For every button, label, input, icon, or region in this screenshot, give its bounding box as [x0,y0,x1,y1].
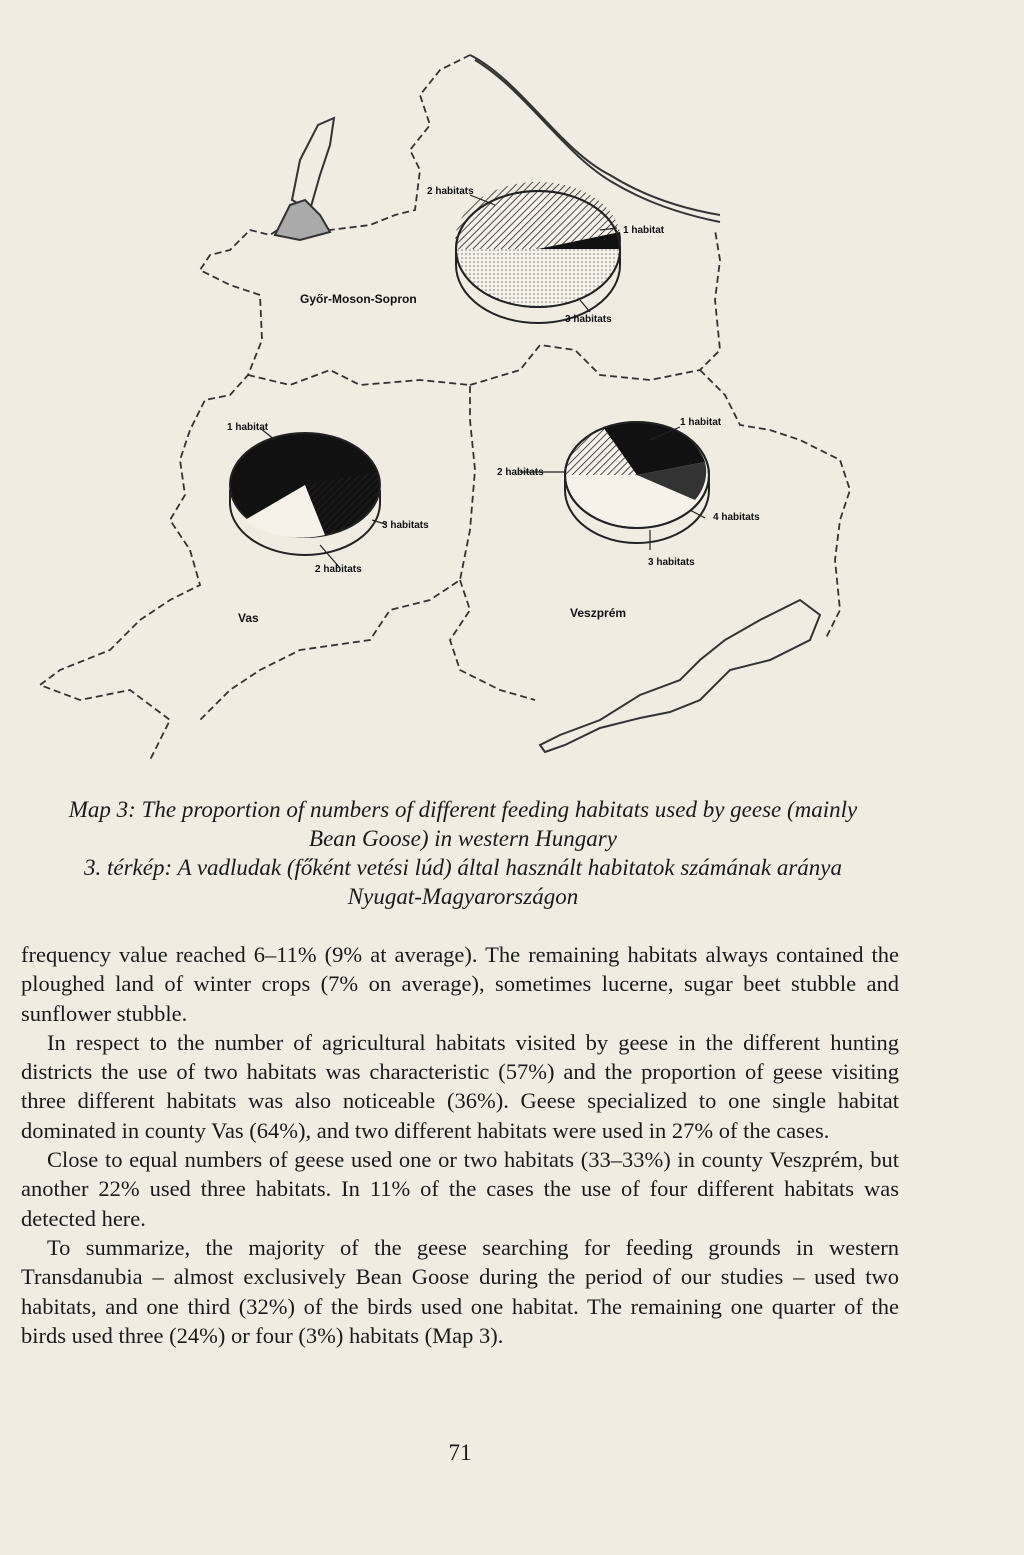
label-vesz-1: 1 habitat [680,417,722,428]
paragraph: To summarize, the majority of the geese searching for feeding grounds in western Transdanubia – almost exclusively Bean Goose during the period of our studies – used two habitats, and one third (32%) of the birds used one habitat. The remaining one quarter of the birds used three (24%) or four (3%) habitats (Map 3). [21,1234,899,1348]
label-vesz-4: 4 habitats [713,512,760,523]
caption-en-line1: Map 3: The proportion of numbers of different feeding habitats used by geese (mainly [68,797,858,822]
pie-veszprem [565,421,709,543]
body-text [21,940,899,1350]
label-vas-3: 3 habitats [382,520,429,531]
county-borders [40,55,850,760]
county-label-gyor: Győr-Moson-Sopron [300,292,417,306]
page-number: 71 [448,1440,472,1465]
label-gyor-1: 1 habitat [623,225,665,236]
paragraph: In respect to the number of agricultural habitats visited by geese in the different hunting districts the use of two habitats was characteristic (57%) and the proportion of geese visiting three different habitats was also noticeable (36%). Geese specialized to one single habitat dominated in county Vas (64%), and two different habitats were used in 27% of the cases. [21,1029,899,1143]
paragraph: Close to equal numbers of geese used one or two habitats (33–33%) in county Veszprém, but another 22% used three habitats. In 11% of the cases the use of four different habitats was detected here. [21,1147,899,1231]
pie-gyor-slice-3 [456,249,620,307]
map-caption [18,795,908,911]
label-gyor-3: 3 habitats [565,314,612,325]
pie-gyor [455,182,621,323]
pie-vas [230,433,380,555]
caption-hu-line1: 3. térkép: A vadludak (főként vetési lúd) által használt habitatok számának aránya [83,855,843,880]
county-label-vas: Vas [238,611,259,625]
county-label-veszprem: Veszprém [570,606,627,620]
paragraph: frequency value reached 6–11% (9% at average). The remaining habitats always contained the ploughed land of winter crops (7% on average), sometimes lucerne, sugar beet stubble and sunflower stubble. [21,942,899,1026]
label-vesz-3: 3 habitats [648,557,695,568]
label-vas-2: 2 habitats [315,564,362,575]
caption-hu-line2: Nyugat-Magyarországon [347,884,579,909]
caption-en-line2: Bean Goose) in western Hungary [309,826,617,851]
label-vas-1: 1 habitat [227,422,269,433]
label-vesz-2: 2 habitats [497,467,544,478]
label-gyor-2: 2 habitats [427,186,474,197]
lake-balaton [540,600,820,752]
